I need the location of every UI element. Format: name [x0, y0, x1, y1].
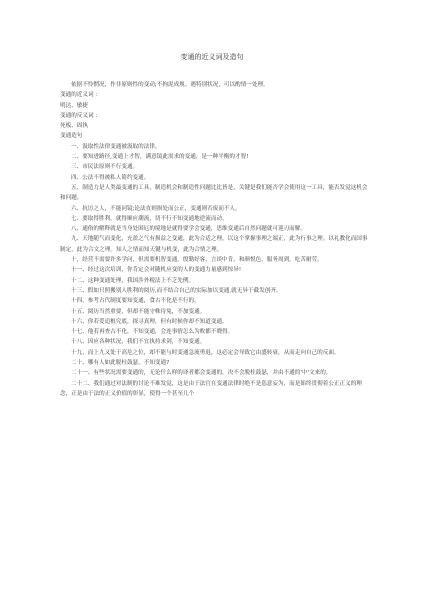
sentence-item: 八、通俗的解释就是当身处困厄的境地是就得要学会变通，思维变通后自然问题就可迎刃而解。	[71, 226, 306, 233]
sentence-item: 九、天地随气而变化，充盈之气有损益之变通，此为合适之理。以这个掌握事理之端正，此为行事之理。以礼教化而国事制定，此为合文之理。知人之情而知天键与机变，此为合情之理。	[60, 236, 368, 253]
sentence-item: 三、市民法原则不行变通。	[71, 164, 139, 171]
sentence-item: 一、汲取性法律变通被汲取的法律。	[71, 143, 161, 150]
sentence-item: 十四、参考占代制度要知变通，食古不化是不行的。	[71, 298, 200, 305]
sentence-item: 十六、你若爱追根究底，探寻真理，但有时候你却不知道变通。	[71, 318, 228, 325]
intro-paragraph: 依据不怜惘况，作非原则性的变动;不拘泥成规。遇特别状况，可以酌情一处理。	[71, 82, 269, 88]
sentence-item: 十二、这种变通处理，我国涉外税法上不乏先例。	[71, 277, 195, 284]
synonym-list: 明达、敏捷	[60, 102, 88, 109]
sentence-item: 十九、而上九又处于高危之位，却不能与时变通急流勇退，这必定会导致它由盛转衰，从而走向自己的反面。	[71, 349, 340, 356]
sentence-item: 十，经营不需要许多学问，但需要机智变通，殷勤好客，言谈中肯，和颜悦色，服务周到，吃苦耐劳。	[71, 257, 323, 264]
sentence-item: 六、抗厉之人，不能同镜;论法直则损处而公正，变通则否废而不人。	[71, 205, 241, 212]
sentence-item: 二十一、有些状况需要变通的，无论什么样的译者都会变通的，决不会脱柱鼓瑟，并由不通的'中'文来的。	[71, 370, 332, 377]
antonym-heading: 变通的反义词 ：	[60, 112, 101, 119]
sentence-item: 十八、因应各种状况，我们不宜执持求剑，不知变通。	[71, 339, 206, 346]
antonym-list: 死板、固执	[60, 123, 88, 130]
sentence-item: 七、要取得胜利，就得顺应潮流，切不行不知变通地逆流而动。	[71, 215, 228, 222]
synonym-heading: 变通的近义词 ：	[60, 92, 101, 99]
page-title: 变通的近义词及造句	[180, 53, 244, 61]
sentence-item: 二、要知进路径,变通上才智，满意镜此需求的变通，是一种平衡的才智!	[71, 154, 249, 161]
sentence-item: 二十、哪有人如此脱柱鼓瑟，不知变通?	[71, 360, 170, 367]
sentence-item: 十一、经过这次培训，你肯定会对随机应变的人的变通力量感到惊异!	[71, 267, 242, 274]
sentence-item: 十七、他若再查古不化，不知变通，会连事情怎么为败都不晓得。	[71, 329, 234, 336]
sentence-item: 二十二、我们通过对法制的讨论不难发觉，这是由于法官在变通法律时绝不是恣意妄为，而是始终贯彻着公正正义的理念，正是由于法的正义价值的彰显，使得一个甚至几个	[60, 380, 362, 397]
document-body	[60, 80, 370, 399]
sentence-item: 四、公法不得被私人简约变通。	[71, 174, 150, 181]
sentence-item: 五、制造力是人类最变通的工具，制造机会和制造性问题比比皆是，关键是我们能否学会使用这一工具，能否发觉这机会和问题。	[60, 184, 368, 202]
sentence-item: 十三、假如只照搬别人胜利的阅历,而不结合自己的实际加以变通,就无异于截发创齐。	[71, 287, 282, 294]
sentence-item: 十五、阅历当然重要，但却不能守株待兔，不加变通。	[71, 308, 206, 315]
sentence-heading: 变通造句	[60, 133, 83, 140]
